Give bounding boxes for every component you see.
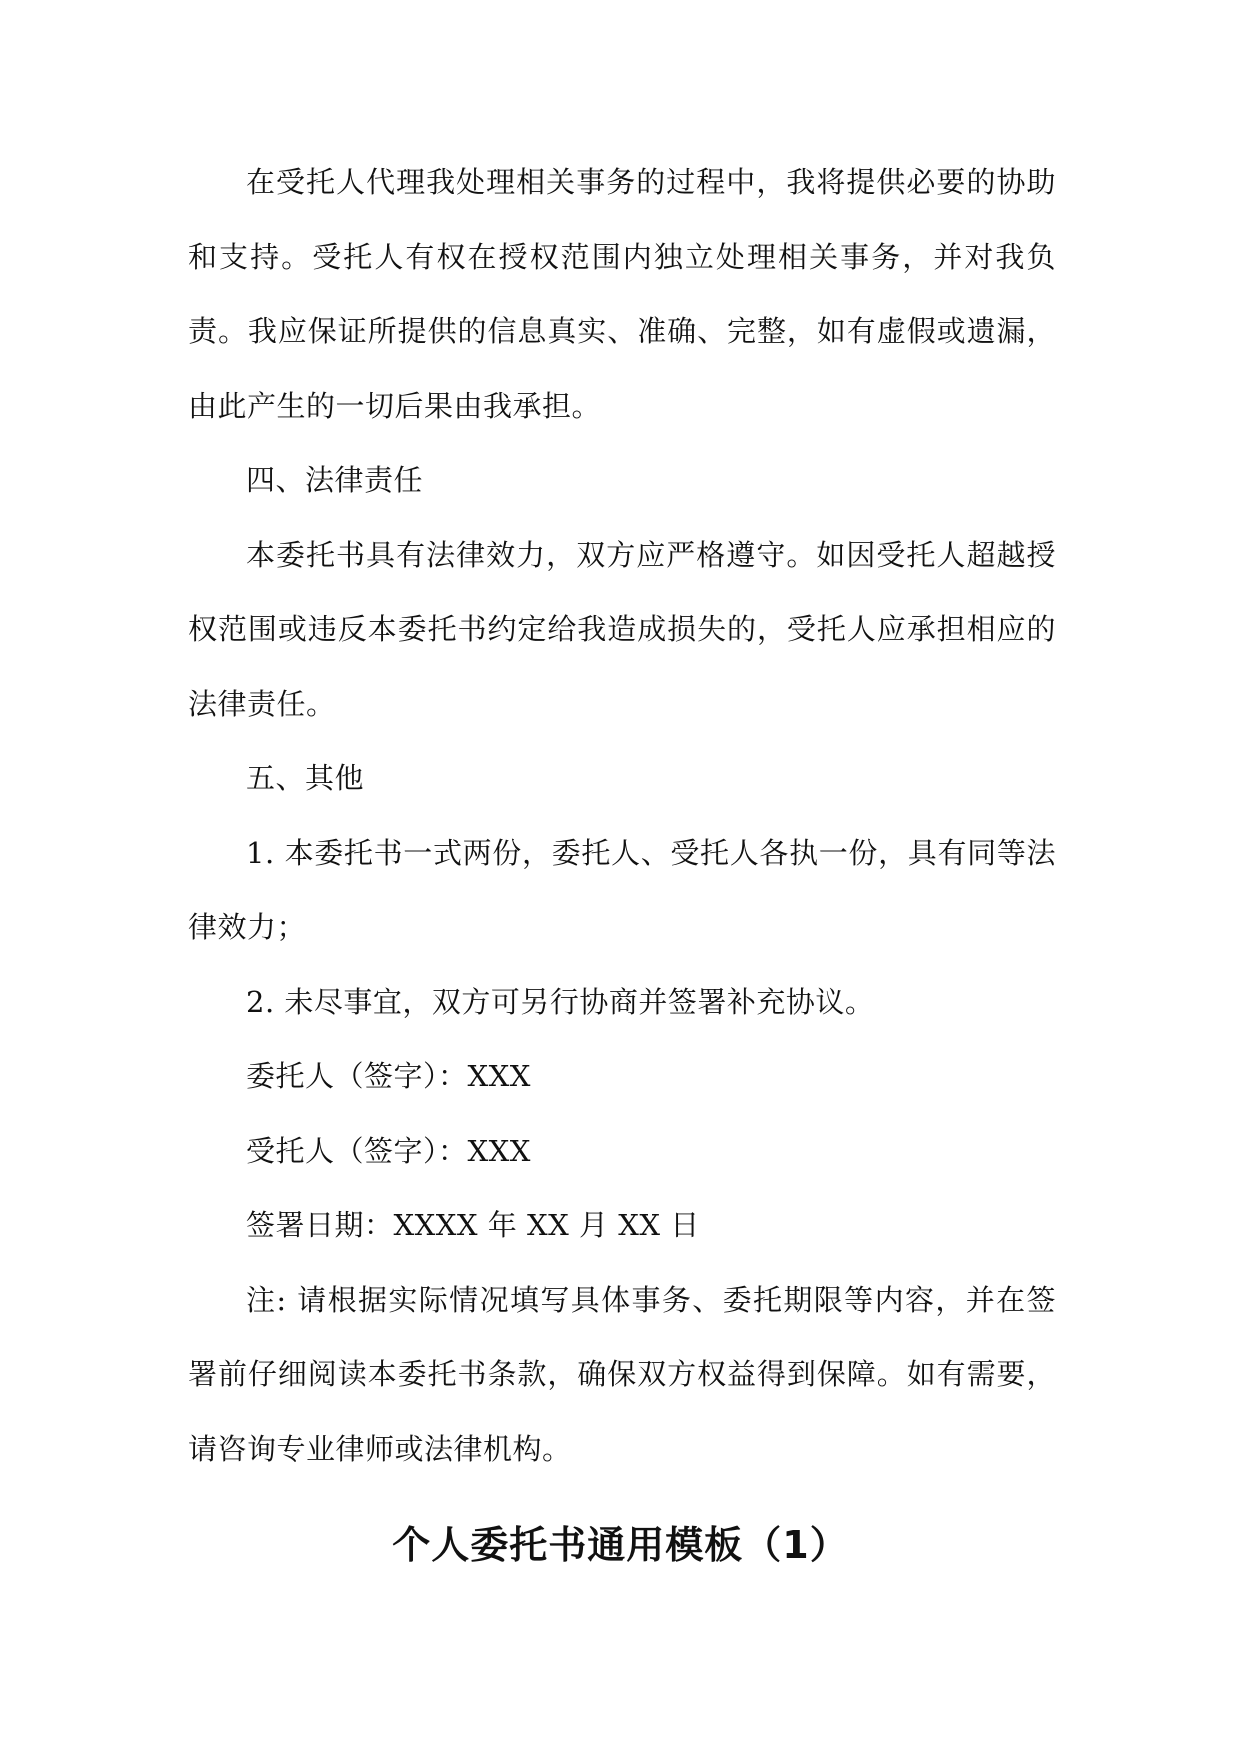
- section-heading-other: 五、其他: [246, 761, 365, 795]
- agent-signature-line: 受托人（签字）：XXX: [246, 1133, 531, 1168]
- document-body: [188, 145, 1056, 1486]
- document-title: 个人委托书通用模板（1）: [392, 1523, 849, 1567]
- paragraph-note: 注: 请根据实际情况填写具体事务、委托期限等内容，并在签署前仔细阅读本委托书条款，确保双方权益得到保障。如有需要，请咨询专业律师或法律机构。: [188, 1282, 1056, 1466]
- paragraph-assistance: 在受托人代理我处理相关事务的过程中，我将提供必要的协助和支持。受托人有权在授权范围内独立处理相关事务，并对我负责。我应保证所提供的信息真实、准确、完整，如有虚假或遗漏，由此产生的一切后果由我承担。: [188, 165, 1056, 423]
- signing-date-line: 签署日期：XXXX 年 XX 月 XX 日: [246, 1208, 700, 1242]
- list-item-copies: 1. 本委托书一式两份，委托人、受托人各执一份，具有同等法律效力；: [188, 835, 1056, 944]
- paragraph-liability: 本委托书具有法律效力，双方应严格遵守。如因受托人超越授权范围或违反本委托书约定给我造成损失的，受托人应承担相应的法律责任。: [188, 537, 1056, 721]
- section-heading-legal-liability: 四、法律责任: [246, 463, 424, 497]
- list-item-supplementary: 2. 未尽事宜，双方可另行协商并签署补充协议。: [246, 984, 875, 1019]
- principal-signature-line: 委托人（签字）：XXX: [246, 1059, 531, 1093]
